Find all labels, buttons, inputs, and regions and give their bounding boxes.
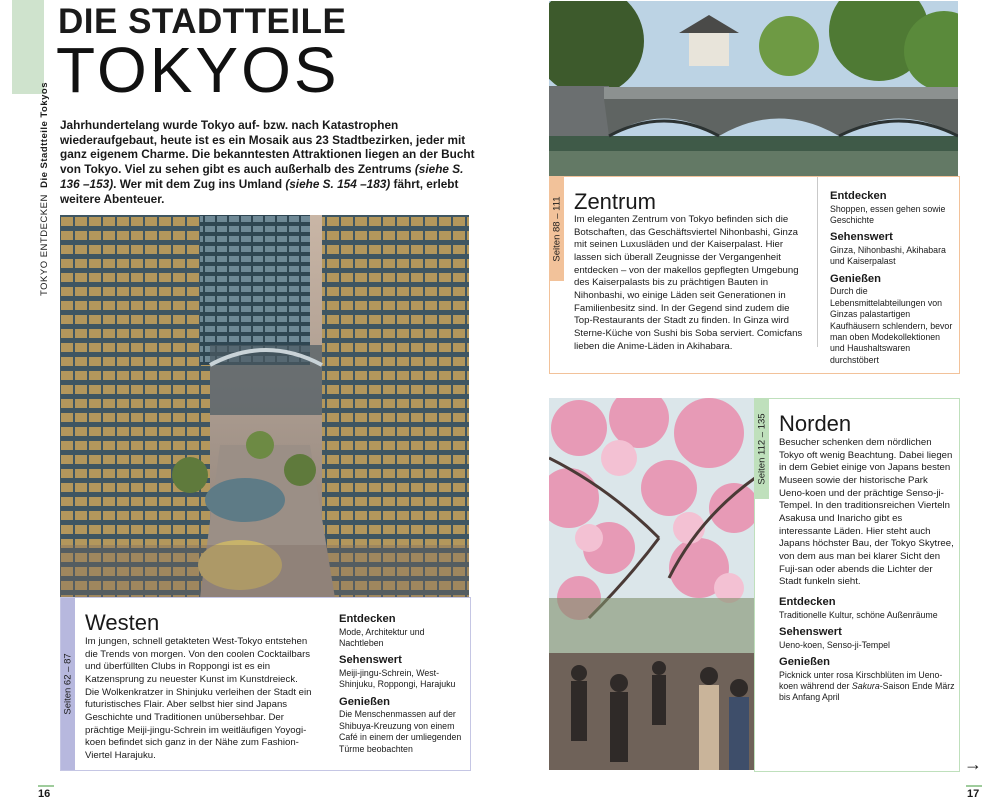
zentrum-entdecken: Shoppen, essen gehen sowie Geschichte xyxy=(830,203,946,225)
norden-geniessen-1: Picknick unter rosa Kirschblüten im Ueno-koen während der xyxy=(779,669,943,691)
zentrum-body: Im eleganten Zentrum von Tokyo befinden sich die Botschaften, das Geschäftsviertel Nihonbashi, Ginza mit seinen Luxusläden und der Kaiserpalast. Hier lassen sich überall Zeugnisse der Vergangenheit entdecken – von der makellos gepflegten Umgebung des Kaiserpalasts bis zu prächtigen Bauten in Nihonbashi, wo einige Läden seit Generationen in Familienbesitz sind. In der Gegend sind zudem die Top-Restaurants der Stadt zu finden. In Ginza wird Sterne-Küche von Sushi bis Soba serviert. Comicfans lieben die Anime-Läden in Akihabara. xyxy=(574,214,803,352)
intro-text-3: fährt, erlebt weitere Abenteuer. xyxy=(60,176,459,206)
westen-facts xyxy=(339,612,467,759)
westen-sehenswert: Meiji-jingu-Schrein, West-Shinjuku, Roppongi, Harajuku xyxy=(339,667,456,690)
westen-geniessen-label: Genießen xyxy=(339,695,390,708)
westen-body: Im jungen, schnell getakteten West-Tokyo entstehen die Trends von morgen. Von den coolen Cocktailbars und überfüllten Clubs in Roppongi ist es ein Katzensprung zu neuester Kunst im Kunstdreieck. Die Wolkenkratzer in Shinjuku verleihen der Stadt ein futuristisches Flair. Aber selbst hier sind Japans Geschichte und Traditionen unübersehbar. Der prächtige Meiji-jingu-Schrein im weitläufigen Yoyogi-koen befindet sich ganz in der Nähe zum Fashion-Viertel Harajuku. xyxy=(85,636,312,761)
zentrum-entdecken-label: Entdecken xyxy=(830,190,887,202)
zentrum-geniessen: Durch die Lebensmittelabteilungen von Ginzas palastartigen Kaufhäusern schlendern, bevor man oben Modekollektionen und Haushaltswaren durchstöbert xyxy=(830,286,953,365)
intro-page-ref-1[interactable]: (siehe S. 136 –153) xyxy=(60,162,464,191)
zentrum-card xyxy=(549,176,960,374)
page-title-line-2: TOKYOS xyxy=(56,34,340,106)
zentrum-sehenswert-label: Sehenswert xyxy=(830,231,893,244)
westen-entdecken-label: Entdecken xyxy=(339,613,396,625)
zentrum-divider xyxy=(817,177,818,347)
norden-facts xyxy=(779,595,955,708)
section-color-tab xyxy=(12,0,44,94)
intro-paragraph xyxy=(60,118,480,206)
westen-entdecken: Mode, Architektur und Nachtleben xyxy=(339,626,425,648)
westen-card xyxy=(60,597,471,771)
page-title-line-1: DIE STADTTEILE xyxy=(58,2,347,41)
norden-title: Norden xyxy=(779,411,852,436)
running-header-title: Die Stadtteile Tokyos xyxy=(39,82,50,188)
westen-page-range: Seiten 62 – 87 xyxy=(62,653,74,715)
page-number-rule-left xyxy=(38,785,54,787)
norden-sehenswert-label: Sehenswert xyxy=(779,625,842,638)
westen-photo xyxy=(60,215,469,598)
page-number-left: 16 xyxy=(38,788,51,800)
norden-geniessen-em: Sakura xyxy=(851,680,880,691)
running-header xyxy=(30,82,50,296)
norden-geniessen-label: Genießen xyxy=(779,655,830,668)
norden-page-range-tab[interactable] xyxy=(755,399,769,499)
zentrum-sehenswert: Ginza, Nihonbashi, Akihabara und Kaiserpalast xyxy=(830,244,946,267)
zentrum-page-range-tab[interactable] xyxy=(550,177,564,281)
westen-geniessen: Die Menschenmassen auf der Shibuya-Kreuzung von einem Café in einem der umliegenden Türme beobachten xyxy=(339,709,462,754)
page-number-rule-right xyxy=(966,785,982,787)
intro-text-1: Jahrhundertelang wurde Tokyo auf- bzw. nach Katastrophen wiederaufgebaut, heute ist es ein Mosaik aus 23 Stadtbezirken, jeder mit ganz eigenem Charme. Die bekanntesten Attraktionen liegen an der Bucht von Tokyo. Viel zu sehen gibt es auch außerhalb des Zentrums xyxy=(60,118,475,177)
westen-title: Westen xyxy=(85,610,160,635)
westen-sehenswert-label: Sehenswert xyxy=(339,654,402,667)
norden-geniessen-2: -Saison Ende März bis Anfang April xyxy=(779,680,955,703)
intro-page-ref-2[interactable]: (siehe S. 154 –183) xyxy=(285,176,391,191)
norden-photo xyxy=(549,398,755,770)
intro-text-2: . Wer mit dem Zug ins Umland xyxy=(113,176,286,191)
page-number-right: 17 xyxy=(967,788,980,800)
zentrum-title: Zentrum xyxy=(574,189,656,214)
running-header-section: TOKYO ENTDECKEN xyxy=(39,194,50,296)
norden-entdecken-label: Entdecken xyxy=(779,596,836,608)
norden-card xyxy=(754,398,960,772)
zentrum-geniessen-label: Genießen xyxy=(830,272,881,285)
next-page-arrow-icon[interactable]: → xyxy=(964,754,982,774)
norden-page-range: Seiten 112 – 135 xyxy=(756,413,768,485)
zentrum-photo xyxy=(549,1,958,176)
norden-body: Besucher schenken dem nördlichen Tokyo oft wenig Beachtung. Dabei liegen in dem Gebiet einige von Japans besten Museen sowie der historische Park Ueno-koen und der prächtige Senso-ji-Tempel. In den traditionsreichen Vierteln Asakusa und Inaricho gibt es interessante Läden. Hier steht auch Japans höchster Bau, der Tokyo Skytree, von dem aus man bei klarer Sicht den Fuji-san oder abends die Lichter der Stadt funkeln sieht. xyxy=(779,437,954,588)
zentrum-page-range: Seiten 88 – 111 xyxy=(551,196,563,262)
westen-page-range-tab[interactable] xyxy=(61,598,75,770)
zentrum-facts xyxy=(830,189,955,370)
norden-geniessen xyxy=(779,670,955,704)
norden-sehenswert: Ueno-koen, Senso-ji-Tempel xyxy=(779,639,890,650)
norden-entdecken: Traditionelle Kultur, schöne Außenräume xyxy=(779,609,938,620)
